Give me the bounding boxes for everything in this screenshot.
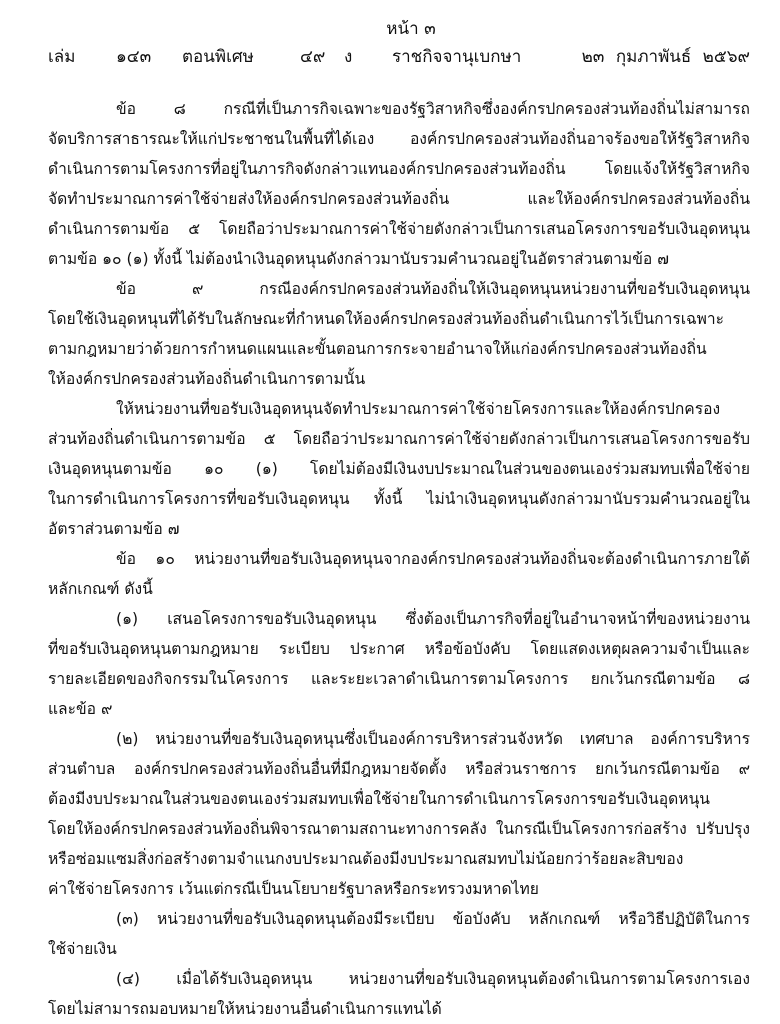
text-line: หรือซ่อมแซมสิ่งก่อสร้างตามจำแนกงบประมาณต้องมีงบประมาณสมทบไม่น้อยกว่าร้อยละสิบของ <box>48 850 684 868</box>
text-line: โดยให้องค์กรปกครองส่วนท้องถิ่นพิจารณาตามสถานะทางการคลัง ในกรณีเป็นโครงการก่อสร้าง ปรับปรุง <box>48 820 750 838</box>
text-line: ดำเนินการตามโครงการที่อยู่ในภารกิจดังกล่าวแทนองค์กรปกครองส่วนท้องถิ่น โดยแจ้งให้รัฐวิสาหกิจ <box>48 160 750 178</box>
text-line: จัดบริการสาธารณะให้แก่ประชาชนในพื้นที่ได้เอง องค์กรปกครองส่วนท้องถิ่นอาจร้องขอให้รัฐวิสาหกิจ <box>48 130 750 148</box>
volume-label: เล่ม <box>48 47 76 67</box>
text-line: (๓) หน่วยงานที่ขอรับเงินอุดหนุนต้องมีระเบียบ ข้อบังคับ หลักเกณฑ์ หรือวิธีปฏิบัติในการ <box>116 910 750 928</box>
text-line: ข้อ ๑๐ หน่วยงานที่ขอรับเงินอุดหนุนจากองค์กรปกครองส่วนท้องถิ่นจะต้องดำเนินการภายใต้ <box>116 550 750 568</box>
text-line: เงินอุดหนุนตามข้อ ๑๐ (๑) โดยไม่ต้องมีเงินงบประมาณในส่วนของตนเองร่วมสมทบเพื่อใช้จ่าย <box>48 460 750 478</box>
gazette-name: ราชกิจจานุเบกษา <box>392 47 522 67</box>
text-line: (๔) เมื่อได้รับเงินอุดหนุน หน่วยงานที่ขอรับเงินอุดหนุนต้องดำเนินการตามโครงการเอง <box>116 970 750 988</box>
gazette-header <box>48 42 750 72</box>
text-line: รายละเอียดของกิจกรรมในโครงการ และระยะเวลาดำเนินการตามโครงการ ยกเว้นกรณีตามข้อ ๘ <box>48 670 750 688</box>
text-line: ดำเนินการตามข้อ ๕ โดยถือว่าประมาณการค่าใช้จ่ายดังกล่าวเป็นการเสนอโครงการขอรับเงินอุดหนุน <box>48 220 750 238</box>
text-line: ในการดำเนินการโครงการที่ขอรับเงินอุดหนุน ทั้งนี้ ไม่นำเงินอุดหนุนดังกล่าวมานับรวมคำนวณอยู่ใน <box>48 490 750 508</box>
text-line: โดยไม่สามารถมอบหมายให้หน่วยงานอื่นดำเนินการแทนได้ <box>48 1000 442 1018</box>
text-line: ข้อ ๙ กรณีองค์กรปกครองส่วนท้องถิ่นให้เงินอุดหนุนหน่วยงานที่ขอรับเงินอุดหนุน <box>116 280 750 298</box>
text-line: หลักเกณฑ์ ดังนี้ <box>48 580 153 598</box>
text-line: และข้อ ๙ <box>48 700 113 718</box>
text-line: ให้องค์กรปกครองส่วนท้องถิ่นดำเนินการตามนั้น <box>48 370 366 388</box>
page-number: หน้า ๓ <box>386 19 436 39</box>
text-line: ใช้จ่ายเงิน <box>48 940 117 958</box>
text-line: ต้องมีงบประมาณในส่วนของตนเองร่วมสมทบเพื่อใช้จ่ายในการดำเนินการโครงการขอรับเงินอุดหนุน <box>48 790 710 808</box>
publication-date: ๒๓ กุมภาพันธ์ ๒๕๖๙ <box>581 47 750 67</box>
text-line: ที่ขอรับเงินอุดหนุนตามกฎหมาย ระเบียบ ประกาศ หรือข้อบังคับ โดยแสดงเหตุผลความจำเป็นและ <box>48 640 750 658</box>
text-line: ให้หน่วยงานที่ขอรับเงินอุดหนุนจัดทำประมาณการค่าใช้จ่ายโครงการและให้องค์กรปกครอง <box>116 400 721 418</box>
section-number: ๔๙ <box>300 47 326 67</box>
volume-number: ๑๔๓ <box>116 47 152 67</box>
text-line: ส่วนตำบล องค์กรปกครองส่วนท้องถิ่นอื่นที่มีกฎหมายจัดตั้ง หรือส่วนราชการ ยกเว้นกรณีตามข้อ ๙ <box>48 760 750 778</box>
document-body <box>48 94 750 1024</box>
text-line: ข้อ ๘ กรณีที่เป็นภารกิจเฉพาะของรัฐวิสาหกิจซึ่งองค์กรปกครองส่วนท้องถิ่นไม่สามารถ <box>116 100 750 118</box>
text-line: ตามข้อ ๑๐ (๑) ทั้งนี้ ไม่ต้องนำเงินอุดหนุนดังกล่าวมานับรวมคำนวณอยู่ในอัตราส่วนตามข้อ ๗ <box>48 250 669 268</box>
text-line: ค่าใช้จ่ายโครงการ เว้นแต่กรณีเป็นนโยบายรัฐบาลหรือกระทรวงมหาดไทย <box>48 880 539 898</box>
text-line: (๑) เสนอโครงการขอรับเงินอุดหนุน ซึ่งต้องเป็นภารกิจที่อยู่ในอำนาจหน้าที่ของหน่วยงาน <box>116 610 750 628</box>
text-line: โดยใช้เงินอุดหนุนที่ได้รับในลักษณะที่กำหนดให้องค์กรปกครองส่วนท้องถิ่นดำเนินการไว้เป็นการเฉพาะ <box>48 310 725 328</box>
text-line: (๒) หน่วยงานที่ขอรับเงินอุดหนุนซึ่งเป็นองค์การบริหารส่วนจังหวัด เทศบาล องค์การบริหาร <box>116 730 750 748</box>
section-letter: ง <box>344 47 353 67</box>
text-line: อัตราส่วนตามข้อ ๗ <box>48 520 180 538</box>
text-line: จัดทำประมาณการค่าใช้จ่ายส่งให้องค์กรปกครองส่วนท้องถิ่น และให้องค์กรปกครองส่วนท้องถิ่น <box>48 190 750 208</box>
text-line: ตามกฎหมายว่าด้วยการกำหนดแผนและขั้นตอนการกระจายอำนาจให้แก่องค์กรปกครองส่วนท้องถิ่น <box>48 340 707 358</box>
text-line: ส่วนท้องถิ่นดำเนินการตามข้อ ๕ โดยถือว่าประมาณการค่าใช้จ่ายดังกล่าวเป็นการเสนอโครงการขอรับ <box>48 430 750 448</box>
section-label: ตอนพิเศษ <box>182 47 254 67</box>
